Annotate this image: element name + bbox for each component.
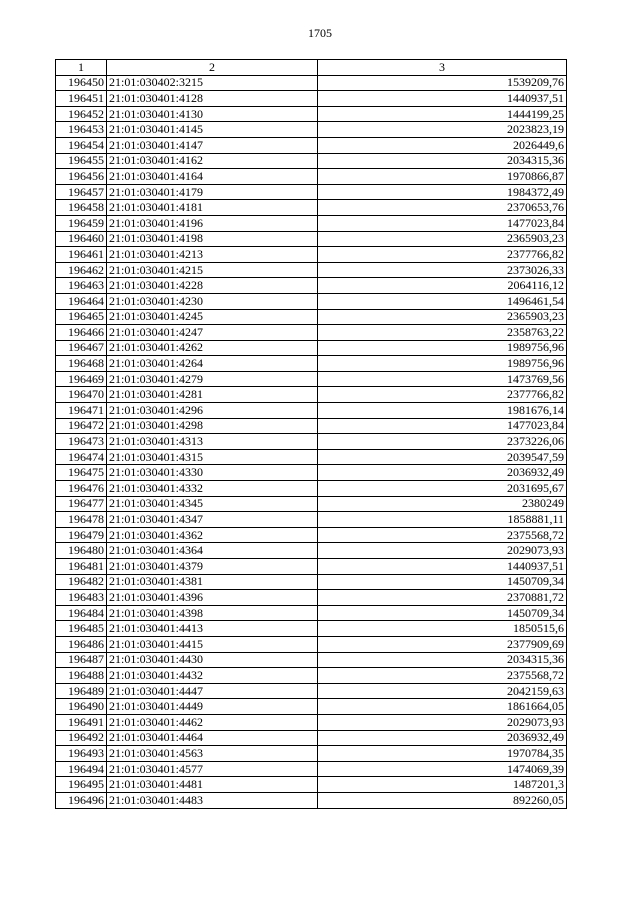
cadastral-number-cell: 21:01:030401:4381 [107, 574, 318, 590]
row-number-cell: 196486 [56, 636, 107, 652]
table-row [56, 668, 567, 684]
row-number-cell: 196472 [56, 418, 107, 434]
cadastral-number-cell: 21:01:030401:4347 [107, 512, 318, 528]
cadastral-number-cell: 21:01:030401:4245 [107, 309, 318, 325]
data-table [55, 59, 567, 809]
table-row [56, 340, 567, 356]
row-number-cell: 196452 [56, 106, 107, 122]
table-row [56, 137, 567, 153]
value-cell: 1477023,84 [318, 215, 567, 231]
table-row [56, 106, 567, 122]
table-row [56, 371, 567, 387]
table-row [56, 184, 567, 200]
row-number-cell: 196455 [56, 153, 107, 169]
value-cell: 1473769,56 [318, 371, 567, 387]
row-number-cell: 196459 [56, 215, 107, 231]
cadastral-number-cell: 21:01:030401:4362 [107, 527, 318, 543]
header-row [56, 60, 567, 76]
column-header-3: 3 [318, 60, 567, 76]
row-number-cell: 196466 [56, 325, 107, 341]
table-row [56, 200, 567, 216]
table-row [56, 683, 567, 699]
value-cell: 1477023,84 [318, 418, 567, 434]
value-cell: 2365903,23 [318, 309, 567, 325]
row-number-cell: 196457 [56, 184, 107, 200]
row-number-cell: 196471 [56, 403, 107, 419]
value-cell: 2031695,67 [318, 481, 567, 497]
cadastral-number-cell: 21:01:030401:4364 [107, 543, 318, 559]
cadastral-number-cell: 21:01:030401:4296 [107, 403, 318, 419]
cadastral-number-cell: 21:01:030401:4145 [107, 122, 318, 138]
cadastral-number-cell: 21:01:030401:4430 [107, 652, 318, 668]
row-number-cell: 196482 [56, 574, 107, 590]
cadastral-number-cell: 21:01:030401:4162 [107, 153, 318, 169]
row-number-cell: 196463 [56, 278, 107, 294]
table-row [56, 605, 567, 621]
cadastral-number-cell: 21:01:030401:4130 [107, 106, 318, 122]
table-row [56, 465, 567, 481]
table-row [56, 699, 567, 715]
row-number-cell: 196476 [56, 481, 107, 497]
row-number-cell: 196477 [56, 496, 107, 512]
row-number-cell: 196468 [56, 356, 107, 372]
row-number-cell: 196490 [56, 699, 107, 715]
cadastral-number-cell: 21:01:030401:4164 [107, 169, 318, 185]
value-cell: 2023823,19 [318, 122, 567, 138]
cadastral-number-cell: 21:01:030401:4577 [107, 761, 318, 777]
column-header-2: 2 [107, 60, 318, 76]
row-number-cell: 196481 [56, 559, 107, 575]
cadastral-number-cell: 21:01:030401:4464 [107, 730, 318, 746]
value-cell: 2377909,69 [318, 636, 567, 652]
row-number-cell: 196451 [56, 91, 107, 107]
table-row [56, 325, 567, 341]
table-header [56, 60, 567, 76]
row-number-cell: 196456 [56, 169, 107, 185]
row-number-cell: 196496 [56, 792, 107, 808]
value-cell: 1440937,51 [318, 559, 567, 575]
row-number-cell: 196460 [56, 231, 107, 247]
table-row [56, 652, 567, 668]
cadastral-number-cell: 21:01:030401:4396 [107, 590, 318, 606]
table-row [56, 496, 567, 512]
row-number-cell: 196473 [56, 434, 107, 450]
table-row [56, 247, 567, 263]
row-number-cell: 196484 [56, 605, 107, 621]
row-number-cell: 196495 [56, 777, 107, 793]
value-cell: 2365903,23 [318, 231, 567, 247]
row-number-cell: 196483 [56, 590, 107, 606]
value-cell: 1858881,11 [318, 512, 567, 528]
cadastral-number-cell: 21:01:030401:4247 [107, 325, 318, 341]
cadastral-number-cell: 21:01:030401:4147 [107, 137, 318, 153]
table-row [56, 293, 567, 309]
table-row [56, 231, 567, 247]
value-cell: 1989756,96 [318, 340, 567, 356]
row-number-cell: 196489 [56, 683, 107, 699]
value-cell: 1440937,51 [318, 91, 567, 107]
value-cell: 2064116,12 [318, 278, 567, 294]
value-cell: 2380249 [318, 496, 567, 512]
cadastral-number-cell: 21:01:030401:4413 [107, 621, 318, 637]
cadastral-number-cell: 21:01:030401:4415 [107, 636, 318, 652]
row-number-cell: 196479 [56, 527, 107, 543]
cadastral-number-cell: 21:01:030401:4264 [107, 356, 318, 372]
table-body [56, 75, 567, 808]
cadastral-number-cell: 21:01:030401:4181 [107, 200, 318, 216]
row-number-cell: 196467 [56, 340, 107, 356]
table-row [56, 543, 567, 559]
table-row [56, 262, 567, 278]
value-cell: 1984372,49 [318, 184, 567, 200]
table-row [56, 91, 567, 107]
cadastral-number-cell: 21:01:030401:4447 [107, 683, 318, 699]
table-row [56, 434, 567, 450]
cadastral-number-cell: 21:01:030401:4483 [107, 792, 318, 808]
table-row [56, 777, 567, 793]
row-number-cell: 196474 [56, 449, 107, 465]
table-row [56, 75, 567, 91]
row-number-cell: 196485 [56, 621, 107, 637]
value-cell: 2034315,36 [318, 652, 567, 668]
value-cell: 2036932,49 [318, 465, 567, 481]
cadastral-number-cell: 21:01:030401:4462 [107, 714, 318, 730]
table-row [56, 153, 567, 169]
cadastral-number-cell: 21:01:030401:4332 [107, 481, 318, 497]
value-cell: 2377766,82 [318, 247, 567, 263]
cadastral-number-cell: 21:01:030401:4279 [107, 371, 318, 387]
cadastral-number-cell: 21:01:030401:4228 [107, 278, 318, 294]
row-number-cell: 196464 [56, 293, 107, 309]
value-cell: 1981676,14 [318, 403, 567, 419]
value-cell: 1450709,34 [318, 574, 567, 590]
value-cell: 2375568,72 [318, 668, 567, 684]
table-row [56, 559, 567, 575]
page-number: 1705 [308, 26, 332, 40]
value-cell: 2373226,06 [318, 434, 567, 450]
row-number-cell: 196465 [56, 309, 107, 325]
value-cell: 2370653,76 [318, 200, 567, 216]
row-number-cell: 196492 [56, 730, 107, 746]
value-cell: 1444199,25 [318, 106, 567, 122]
cadastral-number-cell: 21:01:030401:4563 [107, 746, 318, 762]
value-cell: 1989756,96 [318, 356, 567, 372]
table-row [56, 403, 567, 419]
table-row [56, 449, 567, 465]
row-number-cell: 196450 [56, 75, 107, 91]
cadastral-number-cell: 21:01:030401:4128 [107, 91, 318, 107]
value-cell: 2375568,72 [318, 527, 567, 543]
row-number-cell: 196453 [56, 122, 107, 138]
row-number-cell: 196470 [56, 387, 107, 403]
row-number-cell: 196454 [56, 137, 107, 153]
value-cell: 2377766,82 [318, 387, 567, 403]
cadastral-number-cell: 21:01:030402:3215 [107, 75, 318, 91]
cadastral-number-cell: 21:01:030401:4481 [107, 777, 318, 793]
table-row [56, 714, 567, 730]
value-cell: 892260,05 [318, 792, 567, 808]
row-number-cell: 196494 [56, 761, 107, 777]
table-row [56, 761, 567, 777]
cadastral-number-cell: 21:01:030401:4298 [107, 418, 318, 434]
table-row [56, 527, 567, 543]
cadastral-number-cell: 21:01:030401:4179 [107, 184, 318, 200]
table-row [56, 746, 567, 762]
table-row [56, 590, 567, 606]
cadastral-number-cell: 21:01:030401:4198 [107, 231, 318, 247]
cadastral-number-cell: 21:01:030401:4398 [107, 605, 318, 621]
table-row [56, 309, 567, 325]
value-cell: 1539209,76 [318, 75, 567, 91]
value-cell: 1474069,39 [318, 761, 567, 777]
value-cell: 2034315,36 [318, 153, 567, 169]
cadastral-number-cell: 21:01:030401:4345 [107, 496, 318, 512]
table-row [56, 215, 567, 231]
value-cell: 1487201,3 [318, 777, 567, 793]
value-cell: 2373026,33 [318, 262, 567, 278]
row-number-cell: 196462 [56, 262, 107, 278]
table-row [56, 169, 567, 185]
value-cell: 2042159,63 [318, 683, 567, 699]
cadastral-number-cell: 21:01:030401:4432 [107, 668, 318, 684]
table-row [56, 356, 567, 372]
value-cell: 2358763,22 [318, 325, 567, 341]
row-number-cell: 196478 [56, 512, 107, 528]
value-cell: 1861664,05 [318, 699, 567, 715]
table-row [56, 387, 567, 403]
value-cell: 1850515,6 [318, 621, 567, 637]
table-row [56, 278, 567, 294]
cadastral-number-cell: 21:01:030401:4449 [107, 699, 318, 715]
table-row [56, 730, 567, 746]
cadastral-number-cell: 21:01:030401:4281 [107, 387, 318, 403]
value-cell: 2029073,93 [318, 714, 567, 730]
table-row [56, 621, 567, 637]
row-number-cell: 196480 [56, 543, 107, 559]
cadastral-number-cell: 21:01:030401:4379 [107, 559, 318, 575]
row-number-cell: 196493 [56, 746, 107, 762]
table-row [56, 418, 567, 434]
value-cell: 1450709,34 [318, 605, 567, 621]
value-cell: 2370881,72 [318, 590, 567, 606]
value-cell: 1496461,54 [318, 293, 567, 309]
row-number-cell: 196458 [56, 200, 107, 216]
column-header-1: 1 [56, 60, 107, 76]
row-number-cell: 196487 [56, 652, 107, 668]
cadastral-number-cell: 21:01:030401:4215 [107, 262, 318, 278]
row-number-cell: 196469 [56, 371, 107, 387]
row-number-cell: 196488 [56, 668, 107, 684]
cadastral-number-cell: 21:01:030401:4262 [107, 340, 318, 356]
value-cell: 1970784,35 [318, 746, 567, 762]
value-cell: 2026449,6 [318, 137, 567, 153]
value-cell: 2029073,93 [318, 543, 567, 559]
table-row [56, 122, 567, 138]
value-cell: 1970866,87 [318, 169, 567, 185]
table-row [56, 574, 567, 590]
value-cell: 2036932,49 [318, 730, 567, 746]
row-number-cell: 196491 [56, 714, 107, 730]
cadastral-number-cell: 21:01:030401:4230 [107, 293, 318, 309]
table-row [56, 792, 567, 808]
row-number-cell: 196475 [56, 465, 107, 481]
table-row [56, 512, 567, 528]
cadastral-number-cell: 21:01:030401:4196 [107, 215, 318, 231]
row-number-cell: 196461 [56, 247, 107, 263]
cadastral-number-cell: 21:01:030401:4315 [107, 449, 318, 465]
cadastral-number-cell: 21:01:030401:4330 [107, 465, 318, 481]
cadastral-number-cell: 21:01:030401:4213 [107, 247, 318, 263]
table-row [56, 636, 567, 652]
value-cell: 2039547,59 [318, 449, 567, 465]
table-row [56, 481, 567, 497]
cadastral-number-cell: 21:01:030401:4313 [107, 434, 318, 450]
